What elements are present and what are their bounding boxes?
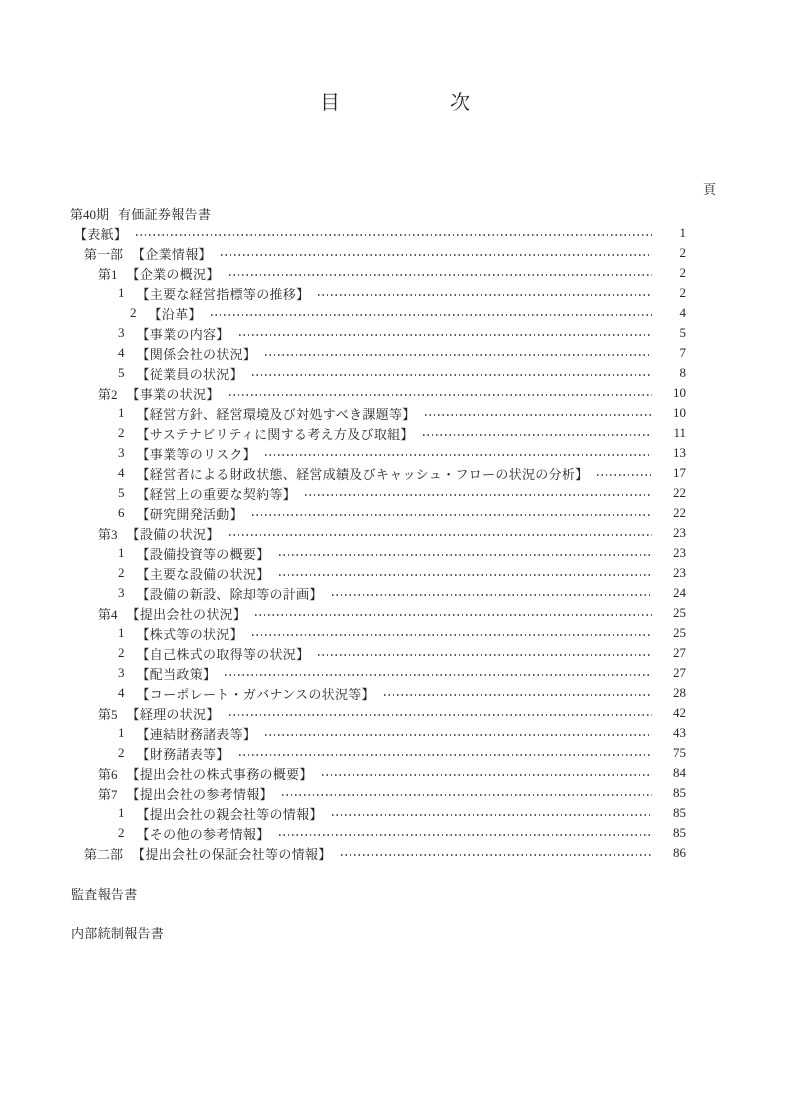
toc-item-number: 1 [118, 285, 125, 300]
toc-item-page: 86 [673, 845, 686, 860]
toc-row [0, 483, 790, 503]
toc-item-label: 【関係会社の状況】 [136, 346, 257, 362]
leader-dots [229, 534, 652, 536]
toc-row [0, 623, 790, 643]
leader-dots [229, 714, 652, 716]
toc-row [0, 323, 790, 343]
toc-item-label: 【自己株式の取得等の状況】 [136, 646, 310, 662]
toc-item-label: 【提出会社の保証会社等の情報】 [132, 846, 332, 862]
toc-item-number: 2 [118, 565, 125, 580]
toc-row [0, 423, 790, 443]
toc-item-page: 5 [679, 325, 686, 340]
toc-item-number: 3 [118, 325, 125, 340]
leader-dots [265, 354, 652, 356]
toc-item-label: 【経理の状況】 [126, 706, 220, 722]
leader-dots [597, 474, 652, 476]
toc-item-number: 第4 [98, 606, 118, 622]
toc-item-number: 5 [118, 365, 125, 380]
leader-dots [332, 814, 652, 816]
toc-item-page: 43 [673, 725, 686, 740]
toc-row [0, 763, 790, 783]
toc-item-label: 【事業の状況】 [126, 386, 220, 402]
toc-item-number: 4 [118, 465, 125, 480]
toc-row [0, 643, 790, 663]
leader-dots [279, 554, 652, 556]
toc-item-number: 第5 [98, 706, 118, 722]
toc-item-number: 第1 [98, 266, 118, 282]
page-title-char-left: 目 [320, 92, 340, 114]
toc-row [0, 563, 790, 583]
toc-item-number: 1 [118, 725, 125, 740]
toc-item-page: 84 [673, 765, 686, 780]
leader-dots [225, 674, 652, 676]
toc-row [0, 303, 790, 323]
toc-item-number: 1 [118, 545, 125, 560]
leader-dots [332, 594, 652, 596]
toc-item-number: 2 [130, 305, 137, 320]
toc-item-page: 11 [673, 425, 686, 440]
toc-item-number: 第6 [98, 766, 118, 782]
toc-item-page: 1 [679, 225, 686, 240]
leader-dots [318, 294, 652, 296]
toc-item-number: 1 [118, 625, 125, 640]
toc-item-page: 17 [673, 465, 686, 480]
toc-item-page: 85 [673, 825, 686, 840]
toc-row [0, 543, 790, 563]
toc-row [0, 443, 790, 463]
leader-dots [255, 614, 652, 616]
toc-item-number: 第7 [98, 786, 118, 802]
toc-row [0, 503, 790, 523]
toc-row [0, 403, 790, 423]
leader-dots [221, 254, 652, 256]
toc-item-number: 第二部 [84, 846, 124, 862]
toc-item-number: 第2 [98, 386, 118, 402]
report-title-label: 有価証券報告書 [118, 206, 212, 222]
toc-item-page: 85 [673, 785, 686, 800]
toc-item-number: 3 [118, 585, 125, 600]
toc-row [0, 463, 790, 483]
toc-row [0, 723, 790, 743]
toc-item-page: 7 [679, 345, 686, 360]
leader-dots [384, 694, 652, 696]
toc-item-label: 【提出会社の親会社等の情報】 [136, 806, 323, 822]
leader-dots [425, 414, 652, 416]
leader-dots [305, 494, 652, 496]
leader-dots [423, 434, 652, 436]
toc-row [0, 583, 790, 603]
report-title-number: 第40期 [70, 206, 110, 222]
toc-row [0, 243, 790, 263]
toc-row [0, 783, 790, 803]
toc-item-label: 【連結財務諸表等】 [136, 726, 257, 742]
toc-item-page: 27 [673, 665, 686, 680]
toc-item-number: 4 [118, 685, 125, 700]
toc-item-page: 23 [673, 545, 686, 560]
toc-list [0, 223, 790, 863]
toc-row [0, 343, 790, 363]
toc-item-page: 4 [679, 305, 686, 320]
leader-dots [322, 774, 652, 776]
toc-item-page: 10 [673, 385, 686, 400]
toc-item-number: 3 [118, 445, 125, 460]
toc-item-number: 4 [118, 345, 125, 360]
toc-item-label: 【沿革】 [148, 306, 202, 322]
toc-row [0, 843, 790, 863]
leader-dots [252, 514, 652, 516]
toc-item-label: 【コーポレート・ガバナンスの状況等】 [136, 686, 375, 702]
toc-item-label: 【事業等のリスク】 [136, 446, 256, 462]
toc-item-label: 【株式等の状況】 [136, 626, 243, 642]
leader-dots [252, 634, 652, 636]
toc-item-label: 【財務諸表等】 [136, 746, 230, 762]
toc-item-label: 【設備投資等の概要】 [136, 546, 270, 562]
toc-row [0, 363, 790, 383]
toc-row [0, 743, 790, 763]
toc-item-label: 【主要な設備の状況】 [136, 566, 270, 582]
appendix-audit-report [0, 883, 790, 903]
leader-dots [341, 854, 652, 856]
toc-item-label: 【その他の参考情報】 [136, 826, 270, 842]
toc-item-number: 2 [118, 825, 125, 840]
toc-item-label: 【経営者による財政状態、経営成績及びキャッシュ・フローの状況の分析】 [136, 466, 589, 482]
toc-item-label: 【経営方針、経営環境及び対処すべき課題等】 [136, 406, 416, 422]
toc-item-label: 【設備の状況】 [126, 526, 220, 542]
toc-item-page: 85 [673, 805, 686, 820]
toc-item-page: 27 [673, 645, 686, 660]
leader-dots [136, 234, 652, 236]
toc-item-label: 【提出会社の株式事務の概要】 [126, 766, 313, 782]
toc-item-number: 第3 [98, 526, 118, 542]
toc-item-number: 1 [118, 805, 125, 820]
toc-item-label: 【配当政策】 [136, 666, 217, 682]
toc-item-label: 【設備の新設、除却等の計画】 [136, 586, 323, 602]
toc-row [0, 603, 790, 623]
toc-item-page: 75 [673, 745, 686, 760]
toc-item-page: 2 [679, 265, 686, 280]
leader-dots [265, 734, 652, 736]
leader-dots [229, 394, 652, 396]
toc-row [0, 703, 790, 723]
appendix-internal-control-report-label: 内部統制報告書 [71, 925, 165, 941]
page-title-char-right: 次 [450, 92, 470, 114]
toc-row [0, 803, 790, 823]
appendix-internal-control-report [0, 922, 790, 942]
leader-dots [239, 334, 652, 336]
toc-item-number: 3 [118, 665, 125, 680]
leader-dots [282, 794, 652, 796]
toc-item-label: 【企業情報】 [132, 246, 212, 262]
toc-item-label: 【主要な経営指標等の推移】 [136, 286, 310, 302]
toc-item-page: 25 [673, 605, 686, 620]
toc-item-page: 2 [679, 285, 686, 300]
leader-dots [252, 374, 652, 376]
toc-item-page: 23 [673, 565, 686, 580]
page-column-label: 頁 [702, 182, 716, 197]
toc-item-page: 24 [673, 585, 686, 600]
appendix-list [0, 883, 790, 942]
appendix-audit-report-label: 監査報告書 [71, 886, 138, 902]
toc-row [0, 683, 790, 703]
toc-item-number: 2 [118, 425, 125, 440]
toc-item-page: 13 [673, 445, 686, 460]
toc-row [0, 823, 790, 843]
toc-row [0, 523, 790, 543]
toc-item-label: 【企業の概況】 [126, 266, 220, 282]
toc-item-page: 2 [679, 245, 686, 260]
toc-item-number: 6 [118, 505, 125, 520]
toc-item-label: 【提出会社の参考情報】 [126, 786, 273, 802]
toc-item-label: 【表紙】 [74, 226, 128, 242]
toc-item-page: 28 [673, 685, 686, 700]
toc-row [0, 223, 790, 243]
toc-item-page: 22 [673, 485, 686, 500]
toc-item-label: 【サステナビリティに関する考え方及び取組】 [136, 426, 414, 442]
leader-dots [211, 314, 652, 316]
toc-item-number: 2 [118, 745, 125, 760]
toc-item-page: 25 [673, 625, 686, 640]
toc-item-page: 22 [673, 505, 686, 520]
toc-item-label: 【提出会社の状況】 [126, 606, 247, 622]
page-title [0, 0, 790, 114]
toc-row [0, 383, 790, 403]
report-title [0, 203, 790, 223]
toc-item-page: 42 [673, 705, 686, 720]
toc-row [0, 263, 790, 283]
toc-item-label: 【研究開発活動】 [136, 506, 243, 522]
toc-item-number: 5 [118, 485, 125, 500]
leader-dots [279, 834, 652, 836]
toc-item-page: 23 [673, 525, 686, 540]
toc-row [0, 663, 790, 683]
leader-dots [279, 574, 652, 576]
toc-item-label: 【事業の内容】 [136, 326, 230, 342]
leader-dots [265, 454, 652, 456]
toc-item-label: 【従業員の状況】 [136, 366, 243, 382]
toc-item-page: 10 [673, 405, 686, 420]
toc-item-number: 1 [118, 405, 125, 420]
toc-item-page: 8 [679, 365, 686, 380]
toc-item-number: 第一部 [84, 246, 124, 262]
toc-item-number: 2 [118, 645, 125, 660]
leader-dots [239, 754, 652, 756]
leader-dots [229, 274, 652, 276]
toc-item-label: 【経営上の重要な契約等】 [136, 486, 297, 502]
leader-dots [318, 654, 652, 656]
toc-row [0, 283, 790, 303]
